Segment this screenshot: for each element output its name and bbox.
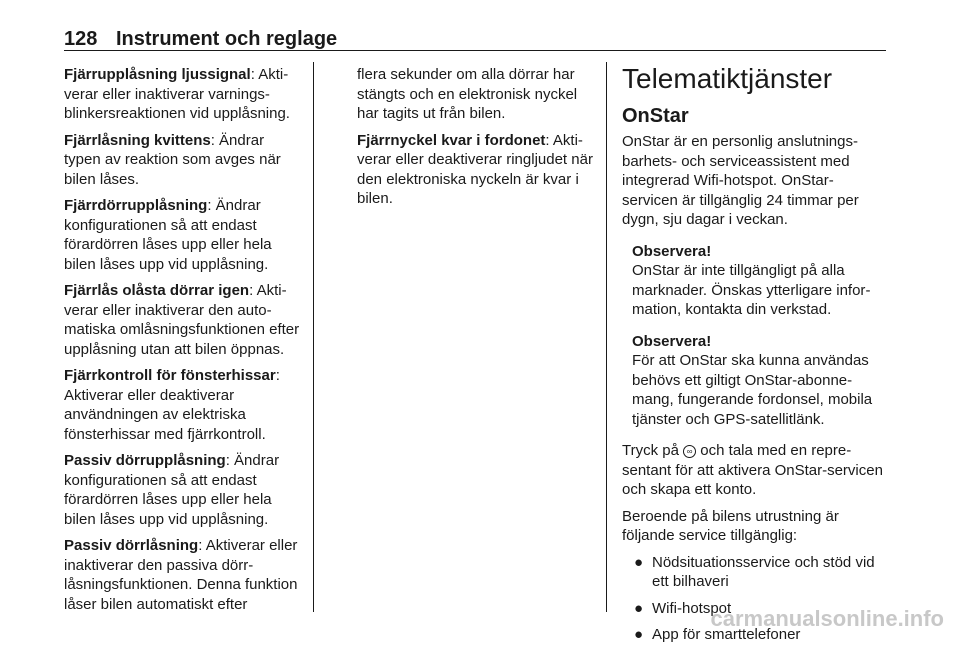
list-item: ● Wifi-hotspot	[634, 599, 732, 617]
availability-intro: Beroende på bilens utrustning är följande service tillgänglig:	[622, 507, 839, 544]
intro-paragraph: OnStar är en personlig anslutningsbarhets- och serviceassistent med integrerad Wifi-hotspot. OnStar-servicen är tillgänglig 24 timmar per dygn, sju dagar i veckan.	[622, 133, 859, 228]
header-rule	[64, 50, 886, 51]
note-availability	[632, 242, 888, 320]
watermark[interactable]: carmanualsonline.info	[710, 606, 944, 631]
note-text: OnStar är inte tillgängligt på alla marknader. Önskas ytterligare information, kontakta din verkstad.	[632, 262, 871, 318]
entry-key-left-in-vehicle: Fjärrnyckel kvar i fordonet: Aktiverar eller deaktiverar ringljudet när den elektroniska nyckeln är kvar i bilen.	[357, 131, 593, 207]
column-divider-2	[606, 62, 607, 612]
entry-remote-lock-feedback: Fjärrlåsning kvittens: Ändrar typen av reaktion som avges när bilen låses.	[64, 131, 281, 188]
entry-remote-window-control: Fjärrkontroll för fönsterhissar: Aktiverar eller deaktiverar användningen av elektriska fönsterhissar med fjärrkontroll.	[64, 367, 280, 443]
column-2	[357, 65, 595, 216]
column-3	[622, 62, 888, 652]
note-text: För att OnStar ska kunna användas behövs ett giltigt OnStar-abonnemang, fungerande fordonsel, mobila tjänster och GPS-satellitlänk.	[632, 352, 873, 428]
entry-passive-door-lock: Passiv dörrlåsning: Aktiverar eller inaktiverar den passiva dörrlåsningsfunktionen. Denna funktion låser bilen automatiskt efter	[64, 537, 298, 613]
entry-relock-unlocked-doors: Fjärrlås olåsta dörrar igen: Aktiverar eller inaktiverar den automatiska omlåsningsfunktionen efter upplåsning utan att bilen öppnas.	[64, 282, 300, 358]
chapter-title: Instrument och reglage	[116, 28, 338, 50]
press-instruction: Tryck på ∞ och tala med en representant för att aktivera OnStar-servicen och skapa ett konto.	[622, 442, 883, 498]
entry-passive-door-unlock: Passiv dörrupplåsning: Ändrar konfigurationen så att endast förardörren låses upp eller hela bilen låses upp vid upplåsning.	[64, 452, 280, 528]
section-heading: Telematiktjänster	[622, 63, 833, 94]
bullet-icon: ●	[634, 599, 644, 617]
note-title: Observera!	[632, 242, 712, 260]
entry-remote-door-unlock: Fjärrdörrupplåsning: Ändrar konfigurationen så att endast förardörren låses upp eller hela bilen låses upp vid upplåsning.	[64, 197, 272, 273]
list-item: ● App för smarttelefoner	[634, 626, 801, 643]
column-divider-1	[313, 62, 314, 612]
note-requirements	[632, 332, 888, 430]
column-1	[64, 65, 304, 621]
onstar-button-icon: ∞	[683, 445, 696, 458]
page-header	[64, 28, 886, 50]
bullet-icon: ●	[634, 553, 644, 571]
bullet-icon: ●	[634, 626, 644, 643]
entry-continuation: flera sekunder om alla dörrar har stängts och en elektronisk nyckel har tagits ut från bilen.	[357, 66, 578, 122]
entry-remote-unlock-light: Fjärrupplåsning ljussignal: Aktiverar eller inaktiverar varningsblinkersreaktionen vid upplåsning.	[64, 66, 290, 122]
list-item: ● Nödsituationsservice och stöd vid ett bilhaveri	[634, 553, 875, 590]
subsection-heading: OnStar	[622, 105, 689, 127]
note-title: Observera!	[632, 332, 712, 350]
page-number: 128	[64, 28, 98, 50]
